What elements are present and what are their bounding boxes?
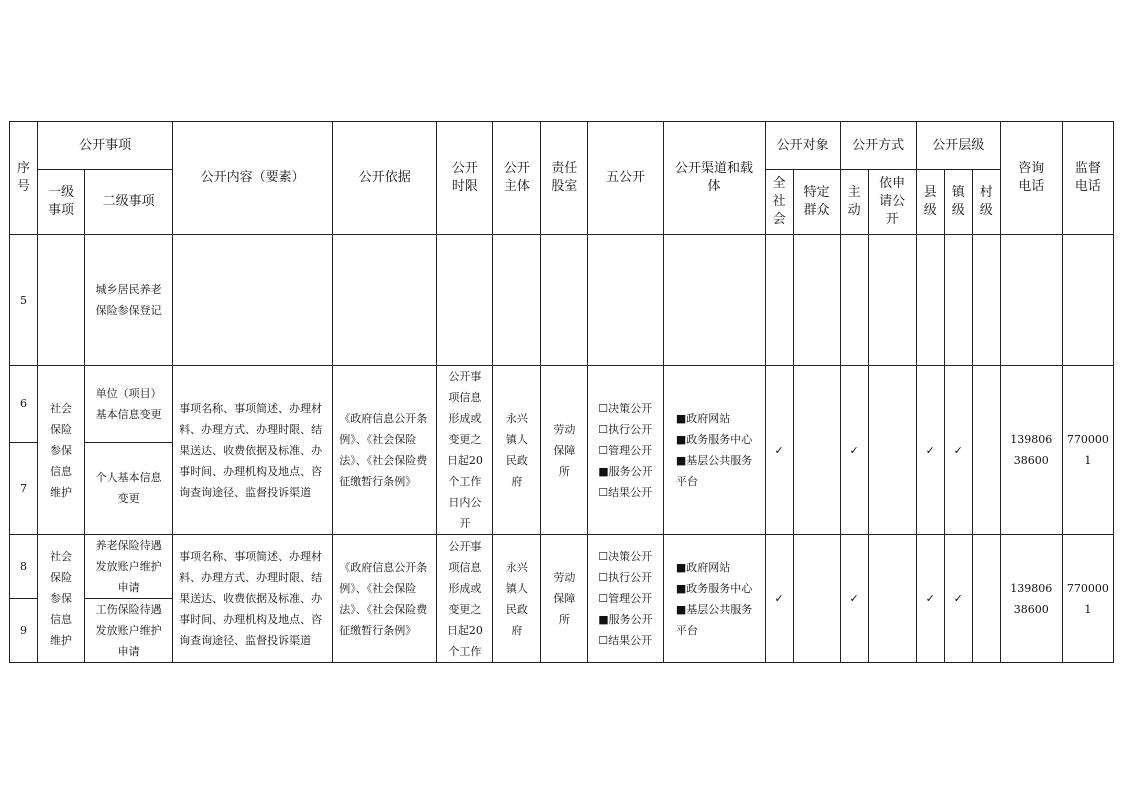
row-method-apply bbox=[868, 235, 916, 366]
row-channel bbox=[663, 535, 765, 663]
row-subject: 永兴镇人民政府 bbox=[493, 535, 541, 663]
header-method: 公开方式 bbox=[840, 122, 916, 170]
row-level2: 养老保险待遇发放账户维护申请 bbox=[85, 535, 173, 599]
five-open-decision: ☐决策公开 bbox=[598, 550, 653, 563]
five-open-result: ☐结果公开 bbox=[598, 634, 653, 647]
header-target-specific: 特定群众 bbox=[793, 170, 840, 235]
row-seq: 9 bbox=[10, 599, 38, 663]
header-seq: 序号 bbox=[10, 122, 38, 235]
row-level1: 社会保险参保信息维护 bbox=[38, 535, 85, 663]
row-time-limit: 公开事项信息形成或变更之日起20个工作 bbox=[437, 535, 493, 663]
table-row bbox=[10, 235, 1114, 366]
row-level-village bbox=[972, 235, 1000, 366]
header-level-county: 县级 bbox=[916, 170, 944, 235]
header-content: 公开内容（要素） bbox=[173, 122, 333, 235]
five-open-management: ☐管理公开 bbox=[598, 443, 653, 457]
row-basis: 《政府信息公开条例》、《社会保险法》、《社会保险费征缴暂行条例》 bbox=[333, 535, 437, 663]
header-method-active: 主动 bbox=[840, 170, 868, 235]
table-row bbox=[10, 366, 1114, 443]
row-seq: 5 bbox=[10, 235, 38, 366]
header-level-town: 镇级 bbox=[944, 170, 972, 235]
row-five-open bbox=[588, 535, 663, 663]
five-open-execution: ☐执行公开 bbox=[598, 422, 653, 436]
row-method-apply bbox=[868, 366, 916, 535]
row-consult-phone bbox=[1000, 235, 1062, 366]
channel-service-center: ■政务服务中心 bbox=[675, 581, 753, 595]
check-icon: ✓ bbox=[944, 366, 972, 535]
check-icon: ✓ bbox=[916, 366, 944, 535]
row-level2: 单位（项目）基本信息变更 bbox=[85, 366, 173, 443]
header-level2: 二级事项 bbox=[85, 170, 173, 235]
row-five-open bbox=[588, 235, 663, 366]
row-level-village bbox=[972, 366, 1000, 535]
row-supervise-phone: 770000 1 bbox=[1062, 366, 1113, 535]
table-row bbox=[10, 535, 1114, 599]
table-header bbox=[10, 122, 1114, 235]
row-office bbox=[541, 235, 588, 366]
row-target-specific bbox=[793, 366, 840, 535]
row-subject bbox=[493, 235, 541, 366]
row-time-limit bbox=[437, 235, 493, 366]
header-target: 公开对象 bbox=[765, 122, 840, 170]
row-level2: 个人基本信息变更 bbox=[85, 442, 173, 534]
header-level1: 一级事项 bbox=[38, 170, 85, 235]
check-icon: ✓ bbox=[840, 535, 868, 663]
row-consult-phone: 139806 38600 bbox=[1000, 535, 1062, 663]
row-channel bbox=[663, 235, 765, 366]
row-level-town bbox=[944, 235, 972, 366]
five-open-decision: ☐决策公开 bbox=[598, 401, 653, 415]
header-consult-phone: 咨询电话 bbox=[1000, 122, 1062, 235]
header-five-open: 五公开 bbox=[588, 122, 663, 235]
header-level: 公开层级 bbox=[916, 122, 1000, 170]
row-supervise-phone bbox=[1062, 235, 1113, 366]
header-method-apply: 依申请公开 bbox=[868, 170, 916, 235]
row-basis: 《政府信息公开条例》、《社会保险法》、《社会保险费征缴暂行条例》 bbox=[333, 366, 437, 535]
row-level-village bbox=[972, 535, 1000, 663]
disclosure-table bbox=[9, 121, 1114, 663]
row-office: 劳动保障所 bbox=[541, 535, 588, 663]
channel-platform: 平台 bbox=[675, 475, 698, 488]
header-office: 责任股室 bbox=[541, 122, 588, 235]
row-level1 bbox=[38, 235, 85, 366]
row-seq: 8 bbox=[10, 535, 38, 599]
channel-website: ■政府网站 bbox=[675, 560, 731, 574]
five-open-management: ☐管理公开 bbox=[598, 592, 653, 605]
row-level-county bbox=[916, 235, 944, 366]
row-target-specific bbox=[793, 535, 840, 663]
row-content: 事项名称、事项简述、办理材料、办理方式、办理时限、结果送达、收费依据及标准、办事时间、办理机构及地点、咨询查询途径、监督投诉渠道 bbox=[173, 366, 333, 535]
row-basis bbox=[333, 235, 437, 366]
row-office: 劳动保障所 bbox=[541, 366, 588, 535]
row-channel bbox=[663, 366, 765, 535]
row-time-limit: 公开事项信息形成或变更之日起20个工作日内公开 bbox=[437, 366, 493, 535]
header-subject: 公开主体 bbox=[493, 122, 541, 235]
five-open-service: ■服务公开 bbox=[598, 613, 653, 626]
row-supervise-phone: 770000 1 bbox=[1062, 535, 1113, 663]
check-icon: ✓ bbox=[916, 535, 944, 663]
header-public-items: 公开事项 bbox=[38, 122, 173, 170]
header-channel: 公开渠道和载体 bbox=[663, 122, 765, 235]
channel-website: ■政府网站 bbox=[675, 412, 731, 425]
check-icon: ✓ bbox=[840, 366, 868, 535]
row-target-all bbox=[765, 235, 793, 366]
row-content bbox=[173, 235, 333, 366]
channel-service-center: ■政务服务中心 bbox=[675, 433, 753, 446]
five-open-service: ■服务公开 bbox=[598, 464, 653, 478]
channel-public-service: ■基层公共服务 bbox=[675, 454, 753, 467]
row-level2: 城乡居民养老保险参保登记 bbox=[85, 235, 173, 366]
check-icon: ✓ bbox=[765, 535, 793, 663]
row-five-open bbox=[588, 366, 663, 535]
header-level-village: 村级 bbox=[972, 170, 1000, 235]
row-level2: 工伤保险待遇发放账户维护申请 bbox=[85, 599, 173, 663]
check-icon: ✓ bbox=[765, 366, 793, 535]
row-level1: 社会保险参保信息维护 bbox=[38, 366, 85, 535]
row-seq: 6 bbox=[10, 366, 38, 443]
header-target-all: 全社会 bbox=[765, 170, 793, 235]
row-target-specific bbox=[793, 235, 840, 366]
five-open-execution: ☐执行公开 bbox=[598, 571, 653, 584]
row-content: 事项名称、事项简述、办理材料、办理方式、办理时限、结果送达、收费依据及标准、办事时间、办理机构及地点、咨询查询途径、监督投诉渠道 bbox=[173, 535, 333, 663]
row-consult-phone: 139806 38600 bbox=[1000, 366, 1062, 535]
channel-platform: 平台 bbox=[675, 623, 698, 637]
header-time-limit: 公开时限 bbox=[437, 122, 493, 235]
five-open-result: ☐结果公开 bbox=[598, 485, 653, 499]
channel-public-service: ■基层公共服务 bbox=[675, 602, 753, 616]
row-method-active bbox=[840, 235, 868, 366]
row-seq: 7 bbox=[10, 442, 38, 534]
row-method-apply bbox=[868, 535, 916, 663]
header-basis: 公开依据 bbox=[333, 122, 437, 235]
check-icon: ✓ bbox=[944, 535, 972, 663]
row-subject: 永兴镇人民政府 bbox=[493, 366, 541, 535]
header-supervise-phone: 监督电话 bbox=[1062, 122, 1113, 235]
